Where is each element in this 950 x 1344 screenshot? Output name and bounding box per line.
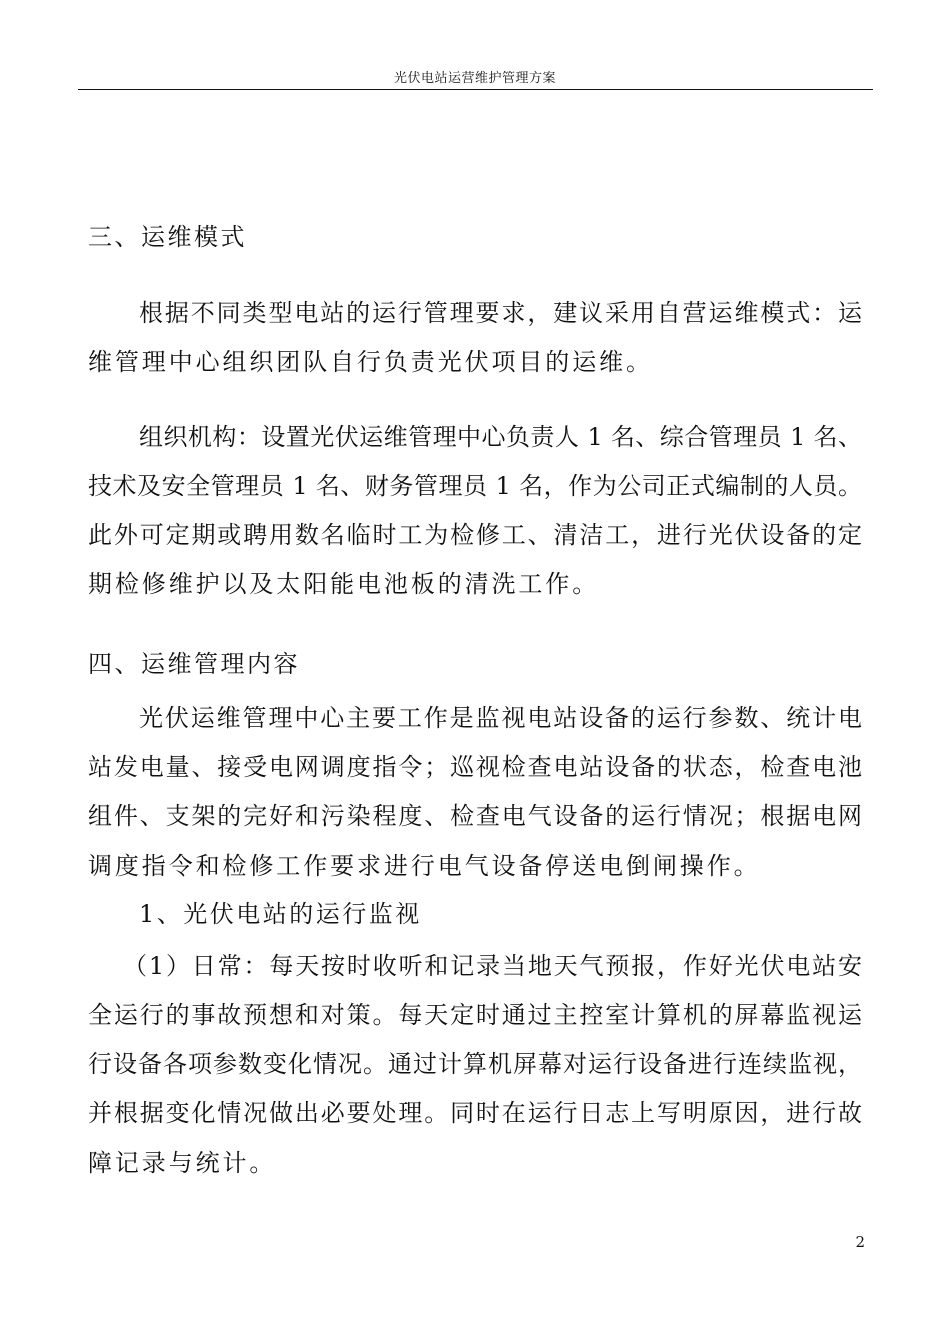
paragraph-line: 此外可定期或聘用数名临时工为检修工、清洁工，进行光伏设备的定 bbox=[88, 521, 862, 549]
paragraph-line: 并根据变化情况做出必要处理。同时在运行日志上写明原因，进行故 bbox=[88, 1099, 862, 1127]
paragraph-line: （1）日常：每天按时收听和记录当地天气预报，作好光伏电站安 bbox=[123, 952, 862, 980]
section-heading-operation-mode: 三、运维模式 bbox=[88, 223, 247, 251]
subsection-heading-monitoring: 1、光伏电站的运行监视 bbox=[139, 900, 422, 928]
header-divider bbox=[78, 89, 873, 90]
paragraph-line: 全运行的事故预想和对策。每天定时通过主控室计算机的屏幕监视运 bbox=[88, 1001, 862, 1029]
paragraph-line: 行设备各项参数变化情况。通过计算机屏幕对运行设备进行连续监视， bbox=[88, 1050, 862, 1078]
page-number: 2 bbox=[855, 1233, 865, 1251]
header-title: 光伏电站运营维护管理方案 bbox=[393, 71, 556, 86]
paragraph-line: 障记录与统计。 bbox=[88, 1149, 277, 1177]
paragraph-line: 组织机构：设置光伏运维管理中心负责人 1 名、综合管理员 1 名、 bbox=[139, 423, 862, 451]
paragraph-line: 维管理中心组织团队自行负责光伏项目的运维。 bbox=[88, 348, 653, 376]
paragraph-line: 期检修维护以及太阳能电池板的清洗工作。 bbox=[88, 570, 600, 598]
paragraph-line: 光伏运维管理中心主要工作是监视电站设备的运行参数、统计电 bbox=[139, 704, 862, 732]
paragraph-line: 技术及安全管理员 1 名、财务管理员 1 名，作为公司正式编制的人员。 bbox=[88, 472, 862, 500]
paragraph-line: 站发电量、接受电网调度指令；巡视检查电站设备的状态，检查电池 bbox=[88, 753, 862, 781]
paragraph-line: 根据不同类型电站的运行管理要求，建议采用自营运维模式：运 bbox=[139, 299, 862, 327]
section-heading-management-content: 四、运维管理内容 bbox=[88, 650, 300, 678]
paragraph-line: 组件、支架的完好和污染程度、检查电气设备的运行情况；根据电网 bbox=[88, 802, 862, 830]
paragraph-line: 调度指令和检修工作要求进行电气设备停送电倒闸操作。 bbox=[88, 852, 761, 880]
